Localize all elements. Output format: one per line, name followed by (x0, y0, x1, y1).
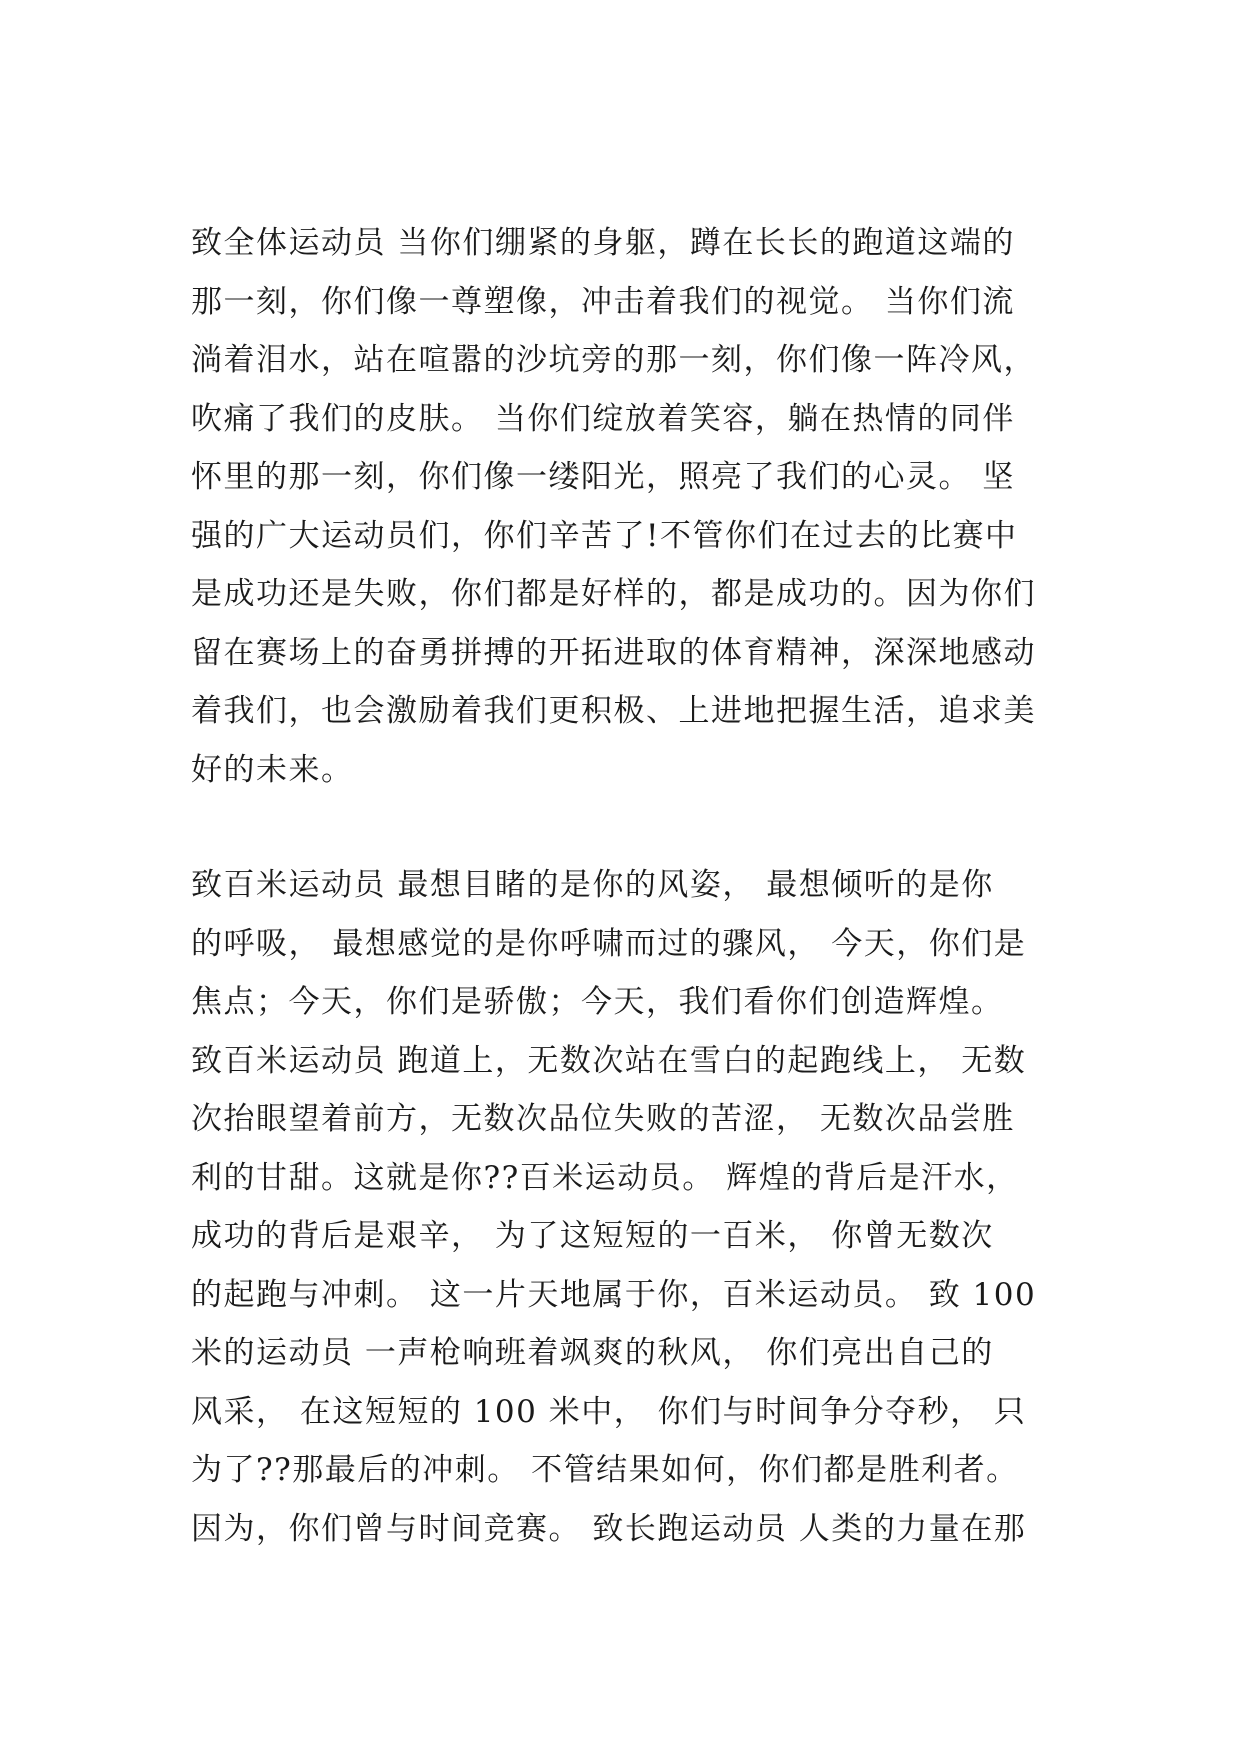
paragraph-athletes-all (191, 214, 1051, 799)
text-line: 致全体运动员 当你们绷紧的身躯，蹲在长长的跑道这端的 (191, 225, 1015, 261)
text-line: 着我们，也会激励着我们更积极、上进地把握生活，追求美 (191, 693, 1036, 729)
text-line: 利的甘甜。这就是你??百米运动员。 辉煌的背后是汗水， (191, 1159, 1019, 1196)
text-line: 次抬眼望着前方，无数次品位失败的苦涩， 无数次品尝胜 (191, 1101, 1015, 1137)
text-line: 米的运动员 一声枪响班着飒爽的秋风， 你们亮出自己的 (191, 1335, 994, 1371)
text-line: 吹痛了我们的皮肤。 当你们绽放着笑容，躺在热情的同伴 (191, 400, 1015, 437)
text-line: 风采， 在这短短的 100 米中， 你们与时间争分夺秒， 只 (191, 1393, 1027, 1430)
paragraph-sprinters (191, 856, 1051, 1558)
text-line: 因为，你们曾与时间竞赛。 致长跑运动员 人类的力量在那 (191, 1510, 1027, 1547)
text-line: 淌着泪水，站在喧嚣的沙坑旁的那一刻，你们像一阵冷风， (191, 342, 1036, 378)
text-line: 为了??那最后的冲刺。 不管结果如何，你们都是胜利者。 (191, 1452, 1019, 1488)
text-line: 强的广大运动员们，你们辛苦了!不管你们在过去的比赛中 (191, 517, 1018, 554)
text-line: 留在赛场上的奋勇拼搏的开拓进取的体育精神，深深地感动 (191, 634, 1036, 671)
text-line: 是成功还是失败，你们都是好样的，都是成功的。因为你们 (191, 576, 1036, 612)
text-line: 的呼吸， 最想感觉的是你呼啸而过的骤风， 今天，你们是 (191, 925, 1027, 962)
text-line: 的起跑与冲刺。 这一片天地属于你，百米运动员。 致 100 (191, 1276, 1037, 1313)
text-line: 怀里的那一刻，你们像一缕阳光，照亮了我们的心灵。 坚 (191, 459, 1015, 495)
text-line: 致百米运动员 最想目睹的是你的风姿， 最想倾听的是你 (191, 867, 994, 903)
text-line: 那一刻，你们像一尊塑像，冲击着我们的视觉。 当你们流 (191, 283, 1015, 320)
text-line: 好的未来。 (191, 751, 354, 788)
text-line: 致百米运动员 跑道上，无数次站在雪白的起跑线上， 无数 (191, 1042, 1027, 1079)
text-line: 成功的背后是艰辛， 为了这短短的一百米， 你曾无数次 (191, 1218, 994, 1254)
text-line: 焦点；今天，你们是骄傲；今天，我们看你们创造辉煌。 (191, 984, 1004, 1020)
